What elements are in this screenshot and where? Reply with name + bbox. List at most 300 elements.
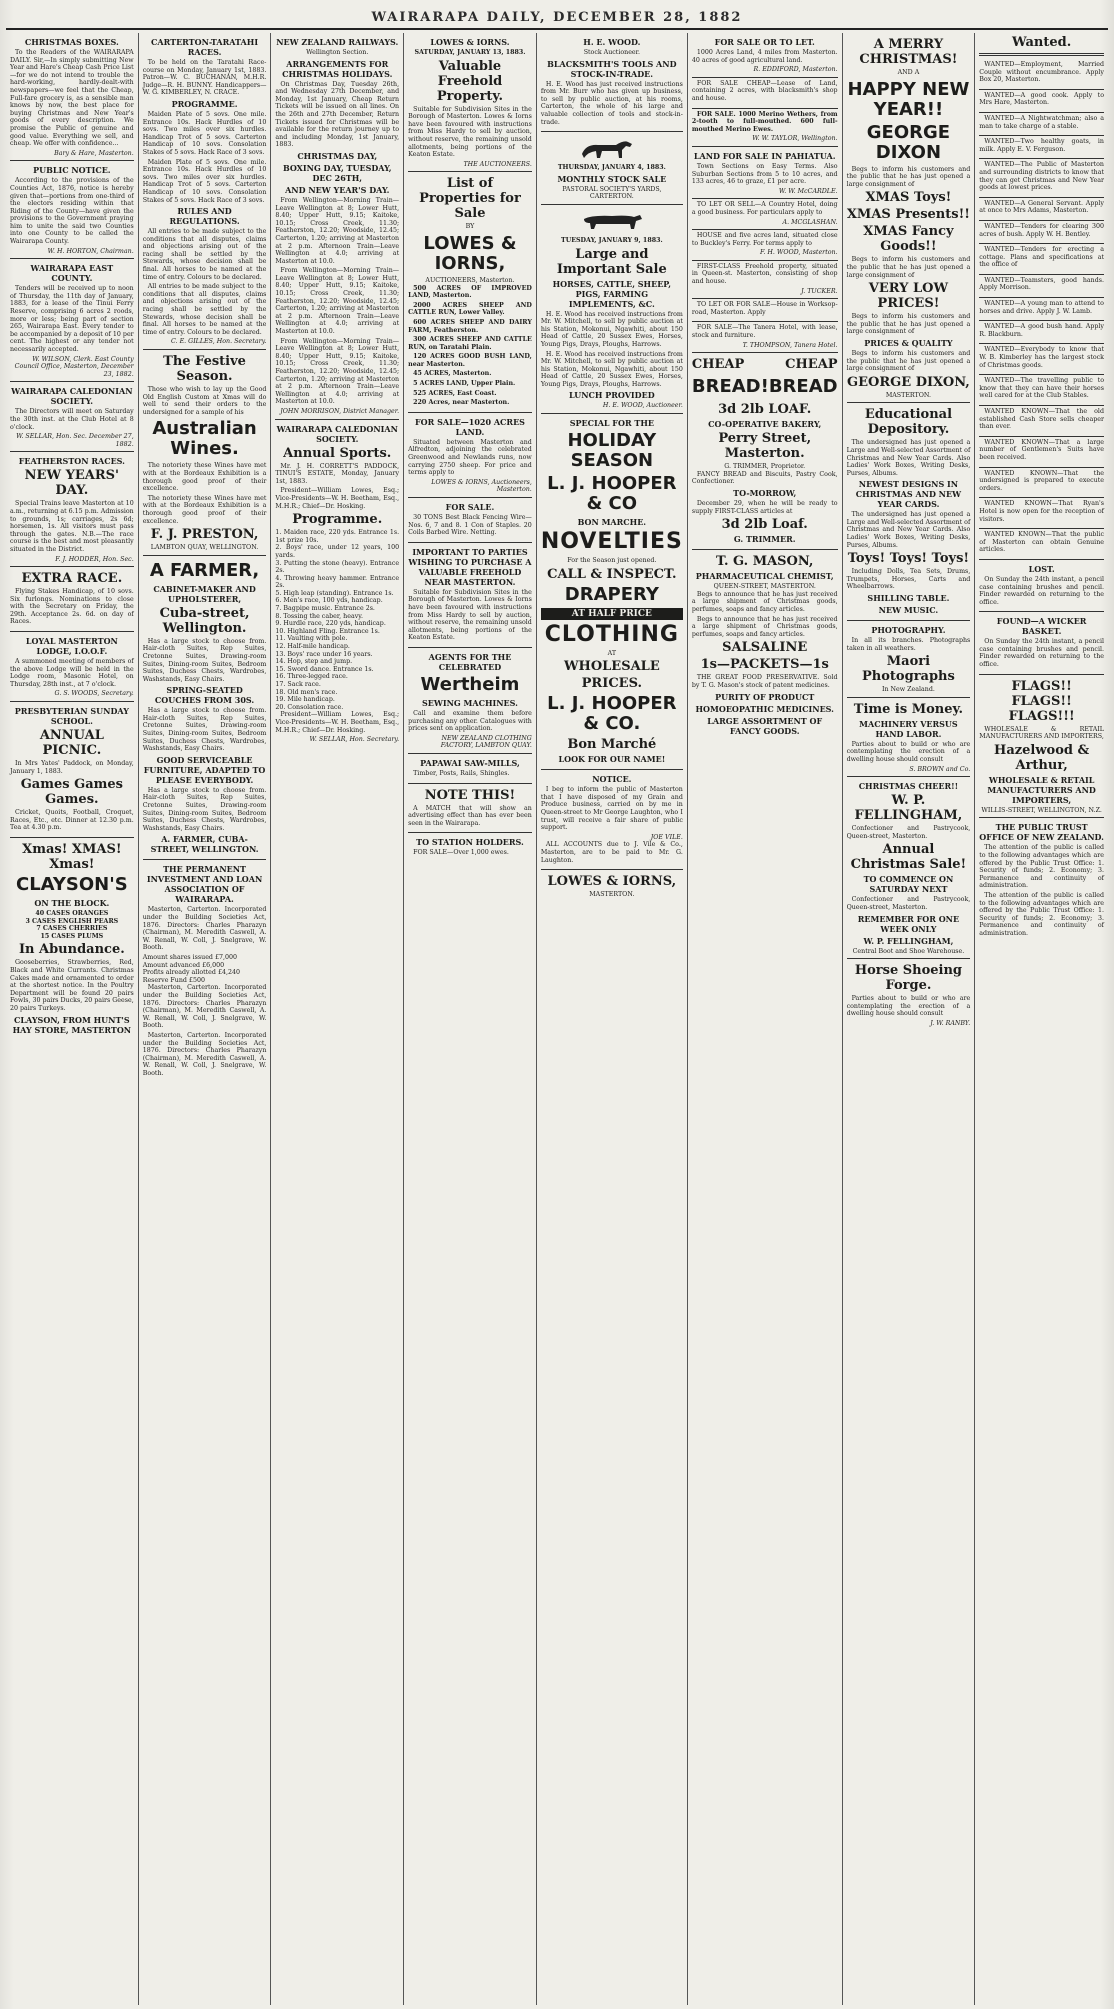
wanted-item	[979, 498, 1104, 529]
ad-subheading: LUNCH PROVIDED	[569, 390, 655, 401]
ad-title: NOTE THIS!	[424, 787, 516, 803]
property-item: 300 ACRES SHEEP AND CATTLE RUN, on Taratahi Plain.	[408, 336, 532, 351]
property-item: 2000 ACRES SHEEP AND CATTLE RUN, Lower Valley.	[408, 301, 532, 317]
lost-ad	[979, 560, 1104, 612]
ad-subheading: CHRISTMAS DAY,	[297, 150, 378, 161]
ad-signature: H. E. WOOD, Auctioneer.	[602, 402, 683, 410]
ad-signature: G. TRIMMER, Proprietor.	[724, 463, 806, 471]
wairarapa-east-ad	[10, 259, 134, 382]
ad-brand: W. P. FELLINGHAM,	[854, 793, 963, 824]
ad-signature: S. BROWN and Co.	[909, 765, 971, 773]
ad-heading: LOST.	[1028, 563, 1055, 574]
caledonian-ad	[10, 382, 134, 452]
property-item: 120 ACRES GOOD BUSH LAND, near Masterton.	[408, 353, 532, 368]
columns	[6, 33, 1108, 2005]
ad-title: CHEAP	[691, 357, 745, 373]
ad-title: XMAS Toys!	[865, 190, 952, 206]
wanted-item	[979, 321, 1104, 344]
ad-signature: A. MCGLASHAN.	[782, 218, 838, 226]
event-item: 10. Highland Fling. Entrance 1s.	[275, 627, 380, 635]
wanted-text: WANTED—Tenders for clearing 300 acres of bush. Apply W. H. Bentley.	[979, 222, 1104, 238]
ad-title: HOLIDAY SEASON	[567, 430, 657, 472]
ad-body: FOR SALE CHEAP—Lease of Land, containing 2 acres, with blacksmith's shop and house.	[691, 79, 838, 102]
cattle-illustration	[541, 209, 683, 235]
ad-signature: R. EDDIFORD, Masterton.	[753, 66, 838, 74]
ad-body: Confectioner and Pastrycook, Queen-street, Masterton.	[846, 825, 971, 840]
ad-body: From Wellington—Morning Train—Leave Wellington at 8; Lower Hutt, 8.40; Upper Hutt, 9.15; Kaitoke, 10.15; Cross Creek, 11.30; Featherston, 12.20; Woodside, 12.45; Carterton, 1.20; arriving at Masterton at 2 p.m. Afternoon Train—Leave Wellington at 4.0; arriving at Masterton at 10.0.	[275, 337, 400, 406]
event-item: 6. Men's race, 100 yds, handicap.	[275, 597, 383, 605]
ad-body: Cricket, Quoits, Football, Croquet, Races, Etc., etc. Dinner at 12.30 p.m. Tea at 4.30 p.m.	[10, 809, 134, 832]
ad-subheading: CABINET-MAKER AND UPHOLSTERER,	[153, 583, 256, 604]
ad-heading: PAPAWAI SAW-MILLS,	[420, 757, 520, 768]
ad-body: On Sunday the 24th instant, a pencil case containing brushes and pencil. Finder rewarded on returning to the office.	[979, 575, 1104, 606]
ad-body: THE GREAT FOOD PRESERVATIVE. Sold by T. G. Mason's stock of patent medicines.	[691, 674, 838, 689]
ad-heading: THE PUBLIC TRUST OFFICE OF NEW ZEALAND.	[979, 822, 1104, 843]
ad-subheading: MACHINERY VERSUS HAND LABOR.	[859, 718, 958, 739]
for-sale-ad	[692, 33, 838, 78]
freehold-sale-ad	[408, 33, 532, 172]
ad-body: Masterton, Carterton. Incorporated under the Building Societies Act, 1876. Directors: Charles Pharazyn (Chairman), M. Meredith Caswell, A. W. Renall, W. Coll, J. Snelgrave, W. Booth.	[142, 984, 267, 1030]
ad-heading: PHOTOGRAPHY.	[871, 625, 946, 636]
ad-title: 1s—PACKETS—1s	[700, 657, 829, 673]
ad-body: Has a large stock to choose from. Hair-cloth Suites, Rep Suites, Cretonne Suites, Drawing-room Suites, Dining-room Suites, Bedroom Suites, Duchess Chests, Wardrobes, Washstands, Easy Chairs.	[142, 707, 267, 753]
column-2	[139, 33, 272, 2005]
ad-heading: THE PERMANENT INVESTMENT AND LOAN ASSOCIATION OF WAIRARAPA.	[146, 864, 263, 905]
ad-title: ANNUAL PICNIC.	[39, 728, 104, 759]
event-item: 13. Boys' race under 16 years.	[275, 650, 373, 658]
ad-signature: CLAYSON, FROM HUNT'S HAY STORE, MASTERTON	[12, 1014, 132, 1035]
ad-body: Parties about to build or who are contemplating the erection of a dwelling house should consult	[846, 995, 971, 1018]
fellingham-ad	[847, 777, 971, 959]
ad-brand: W. P. FELLINGHAM,	[863, 935, 954, 946]
ad-title: 3d 2lb Loaf.	[721, 517, 808, 533]
ad-signature: W. W. McCARDLE.	[778, 187, 838, 195]
wanted-item	[979, 298, 1104, 321]
wanted-text: WANTED—The Public of Masterton and surrounding districts to know that they can get Christmas and New Year goods at lowest prices.	[979, 161, 1104, 192]
ad-body: Flying Stakes Handicap, of 10 sovs. Six furlongs. Nominations to close with the Secretary on Friday, the 29th. Acceptance 2s. 6d. on day of Races.	[10, 588, 134, 626]
ad-body: Mr. J. H. CORRETT'S PADDOCK, TINUI'S ESTATE, Monday, January 1st, 1883.	[275, 462, 400, 485]
ad-title: WHOLESALE	[563, 659, 660, 675]
ad-date: TUESDAY, JANUARY 9, 1883.	[561, 236, 663, 244]
column-6	[688, 33, 843, 2005]
ad-heading: CHRISTMAS BOXES.	[24, 37, 119, 47]
farmer-ad	[143, 556, 267, 861]
ad-heading: CARTERTON-TARATAHI RACES.	[151, 37, 259, 57]
ad-location: MASTERTON.	[885, 391, 932, 399]
first-class-ad	[692, 261, 838, 299]
found-ad	[979, 612, 1104, 674]
ad-brand: LOWES & IORNS,	[423, 232, 517, 274]
ad-signature: LOWES & IORNS, Auctioneers, Masterton.	[431, 478, 532, 494]
ad-title: Annual Sports.	[283, 445, 392, 461]
ad-at: AT	[607, 649, 617, 657]
ad-body: Confectioner and Pastrycook, Queen-street, Masterton.	[846, 896, 971, 911]
ad-subheading: REMEMBER FOR ONE WEEK ONLY	[857, 913, 960, 934]
ad-body: Timber, Posts, Rails, Shingles.	[413, 769, 510, 777]
column-1	[6, 33, 139, 2005]
ad-title: NOVELTIES	[540, 529, 683, 555]
ad-location: LAMBTON QUAY, WELLINGTON.	[150, 544, 259, 552]
christmas-boxes-ad	[10, 33, 134, 161]
event-item: 14. Hop, step and jump.	[275, 658, 353, 666]
property-item: 500 ACRES OF IMPROVED LAND, Masterton.	[408, 284, 532, 300]
ad-body: President—William Lowes, Esq.; Vice-Presidents—W. H. Beetham, Esq., M.H.R.; Chief—Dr. Hosking.	[275, 711, 400, 734]
ad-location: Central Boot and Shoe Warehouse.	[852, 947, 965, 955]
notice-ad	[541, 770, 683, 870]
ad-body: The undersigned has just opened a Large and Well-selected Assortment of Christmas and New Year Cards. Also Ladies' Work Boxes, Writing Desks, Purses, Albums.	[846, 511, 971, 549]
column-8	[975, 33, 1108, 2005]
ad-brand: T. G. MASON,	[715, 554, 814, 570]
wanted-item	[979, 113, 1104, 136]
ad-subheading: PHARMACEUTICAL CHEMIST,	[695, 571, 834, 582]
event-item: 3. Putting the stone (heavy). Entrance 2s.	[275, 559, 400, 575]
ad-brand: CLAYSON'S	[15, 874, 128, 895]
ad-title: Australian Wines.	[152, 418, 257, 460]
ad-title: VERY LOW PRICES!	[868, 281, 949, 312]
ad-body: President—William Lowes, Esq.; Vice-Presidents—W. H. Beetham, Esq., M.H.R.; Chief—Dr. Hosking.	[275, 487, 400, 510]
ad-title: Time is Money.	[853, 701, 964, 717]
ad-heading: LOWES & IORNS.	[430, 37, 510, 47]
ad-heading: PRESBYTERIAN SUNDAY SCHOOL.	[14, 706, 129, 727]
ad-body: FOR SALE—Over 1,000 ewes.	[413, 849, 509, 857]
ad-title: PRICES.	[581, 676, 643, 692]
monthly-sale-ad	[541, 132, 683, 205]
festive-season-ad	[143, 350, 267, 556]
ad-heading: FOUND—A WICKER BASKET.	[996, 616, 1087, 637]
ad-body: Tenders will be received up to noon of Thursday, the 11th day of January, 1883, for a lease of the Tinui Ferry Reserve, comprising 6 acres 2 roods, more or less; being part of section 265, Wairarapa East. Every tender to be accompanied by a deposit of 10 per cent. The highest or any tender not necessarily accepted.	[10, 285, 134, 353]
ad-body: Begs to inform his customers and the public that he has just opened a large consignment of	[846, 313, 971, 336]
ad-location: WILLIS-STREET, WELLINGTON, N.Z.	[981, 806, 1102, 814]
figure-row: Profits already allotted £4,240	[142, 969, 240, 977]
lodge-ad	[10, 632, 134, 702]
ad-heading: PUBLIC NOTICE.	[33, 165, 111, 176]
wanted-item	[979, 468, 1104, 499]
ad-body: December 29, when he will be ready to supply FIRST-CLASS articles at	[691, 500, 838, 515]
tanera-ad	[692, 322, 838, 353]
ad-signature: W. H. HORTON, Chairman.	[47, 247, 134, 255]
ad-heading: WAIRARAPA CALEDONIAN SOCIETY.	[11, 386, 133, 407]
ad-location: QUEEN-STREET, MASTERTON.	[713, 583, 816, 591]
ad-location: PASTORAL SOCIETY'S YARDS, CARTERTON.	[562, 185, 662, 201]
ad-subheading: HORSES, CATTLE, SHEEP, PIGS, FARMING IMPLEMENTS, &C.	[552, 278, 672, 309]
ad-body: In Mrs Yates' Paddock, on Monday, January 1, 1883.	[10, 760, 134, 775]
event-item: 16. Three-legged race.	[275, 673, 348, 681]
ad-heading: WAIRARAPA CALEDONIAN SOCIETY.	[276, 423, 398, 444]
ad-body: FIRST-CLASS Freehold property, situated in Queen-st. Masterton, consisting of shop and house.	[691, 262, 838, 286]
important-ad	[408, 543, 532, 648]
ad-body: Those who wish to lay up the Good Old English Custom at Xmas will do well to send their orders to the undersigned for a sample of his	[142, 386, 267, 416]
wanted-text: WANTED—A good cook. Apply to Mrs Hare, Masterton.	[979, 91, 1104, 107]
ad-body: A summoned meeting of members of the above Lodge will be held in the Lodge room, Masonic Hotel, on Thursday, 28th inst., at 7 o'clock.	[10, 658, 134, 688]
ad-subheading: BON MARCHE.	[577, 517, 647, 528]
ad-heading: FOR SALE.	[445, 502, 495, 512]
dixon-ad	[847, 33, 971, 403]
ad-subheading: PURITY OF PRODUCT	[715, 691, 815, 702]
ad-subheading: Wellington Section.	[306, 49, 369, 56]
ad-body: On Christmas Day, Tuesday 26th, and Wednesday 27th December, and Monday, 1st January, Cheap Return Tickets will be issued on all lines. On the 26th and 27th December, Return Tickets issued for Christmas will be available for the return journey up to and including Monday, 1st January, 1883.	[275, 80, 400, 149]
ad-heading: WAIRARAPA EAST COUNTY.	[30, 263, 114, 284]
lowes-footer-ad	[541, 870, 683, 902]
ad-body: Begs to inform his customers and the public that he has just opened a large consignment of	[846, 256, 971, 279]
ad-title: CALL & INSPECT.	[547, 566, 677, 582]
ad-subheading: AND NEW YEAR'S DAY.	[285, 184, 390, 195]
ad-subheading: RULES AND REGULATIONS.	[169, 206, 240, 227]
ad-heading: FEATHERSTON RACES.	[18, 456, 125, 467]
ad-title: Maori Photographs	[862, 654, 955, 685]
ad-signature: J. W. RANBY.	[930, 1019, 971, 1027]
ad-body: Maiden Plate of 5 sovs. One mile. Entrance 10s. Hack Hurdles of 10 sovs. Two miles over six hurdles. Handicap Trot of 5 sovs. Carterton Handicap of 10 sovs. Consolation Stakes of 5 sovs. Hack Race of 3 sovs.	[142, 158, 267, 204]
wood-ad	[541, 33, 683, 132]
horse-illustration	[541, 136, 683, 162]
ad-signature: W. W. TAYLOR, Wellington.	[752, 135, 838, 143]
event-item: 15. Sword dance. Entrance 1s.	[275, 665, 374, 673]
wanted-item	[979, 529, 1104, 560]
ad-title: CHEAP	[785, 357, 838, 373]
ad-body: On Sunday the 24th instant, a pencil case containing brushes and pencil. Finder rewarded on returning to the office.	[979, 638, 1104, 669]
ad-body: Including Dolls, Tea Sets, Drums, Trumpets, Horses, Carts and Wheelbarrows.	[846, 568, 971, 591]
wanted-text: WANTED—A General Servant. Apply at once to Mrs Adams, Masterton.	[979, 199, 1104, 215]
extra-race-ad	[10, 567, 134, 632]
event-item: 2. Boys' race, under 12 years, 100 yards.	[275, 544, 400, 559]
ad-title: NEW YEARS' DAY.	[24, 468, 120, 499]
ad-signature: J. TUCKER.	[801, 287, 838, 295]
ad-title: Xmas! XMAS! Xmas!	[22, 842, 122, 872]
ad-body: 1000 Acres Land, 4 miles from Masterton. 40 acres of good agricultural land.	[691, 49, 838, 64]
ad-title: Games Games Games.	[20, 777, 123, 808]
ad-signature: W. SELLAR, Hon. Secretary.	[309, 736, 400, 744]
ad-body: Gooseberries, Strawberries, Red, Black and White Currants. Christmas Cakes made and ornamented to order at the shortest notice. In the Poultry Department will be found 20 pairs Fowls, 30 pairs Ducks, 20 pairs Geese, 20 pairs Turkeys.	[10, 959, 134, 1012]
ad-title: CLOTHING	[544, 621, 679, 647]
column-5	[537, 33, 688, 2005]
wanted-text: WANTED—Teamsters, good hands. Apply Morrison.	[979, 276, 1104, 292]
event-item: 20. Consolation race.	[275, 703, 344, 711]
ad-heading: FOR SALE OR TO LET.	[714, 37, 815, 47]
event-item: 12. Half-mile handicap.	[275, 643, 350, 651]
ad-brand: GEORGE DIXON,	[847, 374, 970, 390]
ad-date: SATURDAY, JANUARY 13, 1883.	[414, 49, 526, 56]
ad-title: Programme.	[292, 512, 383, 528]
public-trust-ad	[979, 818, 1104, 942]
ad-body: 30 TONS Best Black Fencing Wire—Nos. 6, 7 and 8. 1 Con of Staples. 20 Coils Barbed Wire. Netting.	[408, 514, 532, 537]
ad-body: To the Readers of the WAIRARAPA DAILY. Sir,—In simply submitting New Year and Hare's Cheap Cash Price List—for we do not intend to trouble the hard-working, hardly-dealt-with newspapers—we feel that the Cheap, Full-fare grocery is, as a sensible man knows by now, the best place for buying Christmas and New Year's goods of every description. We promise the Public of genuine and good value. Everything we sell, and cheap. We offer with confidence...	[10, 49, 134, 148]
ad-body: Call and examine them before purchasing any other. Catalogues with prices sent on application.	[408, 709, 532, 733]
ad-location: Cuba-street, Wellington.	[159, 605, 250, 636]
ad-title: Annual Christmas Sale!	[850, 842, 967, 873]
investment-ad	[143, 860, 267, 1082]
ad-by: BY	[465, 223, 475, 231]
wanted-item	[979, 90, 1104, 113]
event-item: 8. Tossing the caber, heavy.	[275, 612, 363, 620]
ad-body: H. E. Wood has received instructions from Mr. W. Mitchell, to sell by public auction at his Station, Mokonui, Ngawhiti, about 150 Head of Cattle, 20 Sussex Ewes, Horses, Young Pigs, Drays, Ploughs, Harrows.	[540, 350, 683, 388]
caledonian-sports-ad	[275, 420, 399, 747]
wanted-item	[979, 344, 1104, 375]
figure-row: Amount shares issued £7,000	[142, 953, 237, 961]
ad-brand: L. J. HOOPER & CO	[547, 473, 677, 515]
event-item: 7. Bagpipe music. Entrance 2s.	[275, 605, 375, 613]
wertheim-ad	[408, 648, 532, 754]
ad-body: Has a large stock to choose from. Hair-cloth Suites, Rep Suites, Cretonne Suites, Drawing-room Suites, Dining-room Suites, Bedroom Suites, Duchess Chests, Wardrobes, Washstands, Easy Chairs.	[142, 786, 267, 832]
ad-signature: C. E. GILLES, Hon. Secretary.	[170, 338, 267, 346]
hooper-ad	[541, 414, 683, 770]
ad-banner: AT HALF PRICE	[541, 608, 683, 620]
ad-signature: JOHN MORRISON, District Manager.	[280, 407, 400, 415]
photography-ad	[847, 621, 971, 698]
ad-brand: F. J. PRESTON,	[150, 527, 259, 543]
event-item: 19. Mile handicap.	[275, 696, 335, 704]
event-item: 5. High leap (standing). Entrance 1s.	[275, 589, 394, 597]
ad-body: Has a large stock to choose from. Hair-cloth Suites, Rep Suites, Cretonne Suites, Drawing-room Suites, Dining-room Suites, Bedroom Suites, Duchess Chests, Wardrobes, Washstands, Easy Chairs.	[142, 637, 267, 683]
ad-body: Maiden Plate of 5 sovs. One mile. Entrance 10s. Hack Hurdles of 10 sovs. Two miles over six hurdles. Handicap Trot of 5 sovs. Carterton Handicap of 10 sovs. Consolation Stakes of 5 sovs. Hack Race of 3 sovs.	[142, 110, 267, 156]
ad-heading: NOTICE.	[592, 774, 632, 785]
claysons-ad	[10, 838, 134, 1040]
ad-heading: AGENTS FOR THE CELEBRATED	[428, 651, 512, 672]
event-item: 4. Throwing heavy hammer. Entrance 2s.	[275, 574, 400, 590]
ad-body: H. E. Wood has just received instructions from Mr. Burr who has given up business, to sell by public auction, at his rooms, Carterton, the whole of his large and valuable collection of tools and stock-in-trade.	[540, 80, 683, 126]
lease-ad	[692, 78, 838, 109]
wanted-text: WANTED—The travelling public to know that they can have their horses well cared for at the Club Stables.	[979, 377, 1104, 400]
ad-title: Large and Important Sale	[556, 246, 667, 277]
wanted-item	[979, 437, 1104, 468]
ad-body: The notoriety these Wines have met with at the Bordeaux Exhibition is a thorough good proof of their excellence.	[142, 462, 267, 493]
ad-body: WHOLESALE & RETAIL MANUFACTURERS AND IMPORTERS,	[979, 725, 1104, 741]
carterton-races-ad	[143, 33, 267, 350]
ad-brand: GEORGE DIXON	[866, 121, 951, 163]
ad-body: Masterton, Carterton. Incorporated under the Building Societies Act, 1876. Directors: Charles Pharazyn (Chairman), M. Meredith Caswell, A. W. Renall, W. Coll, J. Snelgrave, W. Booth.	[142, 1031, 267, 1077]
wanted-text: WANTED—Tenders for erecting a cottage. Plans and specifications at the office of	[979, 246, 1104, 269]
wanted-text: WANTED KNOWN—That the undersigned is prepared to execute orders.	[979, 469, 1104, 492]
ad-subheading: TO-MORROW,	[733, 488, 797, 498]
bakery-ad	[692, 353, 838, 550]
ad-signature: F. J. HODDER, Hon. Sec.	[55, 555, 134, 563]
goods-item: 7 CASES CHERRIES	[36, 925, 108, 933]
ad-heading: LAND FOR SALE IN PAHIATUA.	[693, 150, 836, 161]
column-4	[404, 33, 537, 2005]
ad-and: AND A	[897, 69, 920, 76]
ad-heading: NEW ZEALAND RAILWAYS.	[276, 37, 399, 47]
event-item: 18. Old men's race.	[275, 688, 338, 696]
educational-ad	[847, 403, 971, 621]
properties-list-ad	[408, 172, 532, 413]
ad-body: Suitable for Subdivision Sites in the Borough of Masterton. Lowes & Iorns have been favoured with instructions from Miss Hardy to sell by auction, without reserve, the remaining unsold allotments, being portions of the Keaton Estate.	[408, 105, 532, 159]
ad-brand: LOWES & IORNS,	[547, 874, 677, 890]
ad-subheading: LOOK FOR OUR NAME!	[558, 754, 666, 765]
ad-heading: LOYAL MASTERTON LODGE, I.O.O.F.	[25, 636, 118, 657]
wanted-item	[979, 275, 1104, 298]
let-sale-ad	[692, 299, 838, 322]
ad-brand: A FARMER,	[149, 559, 260, 581]
sawmills-ad	[408, 754, 532, 784]
ad-title: Toys! Toys! Toys!	[847, 551, 970, 567]
wanted-text: WANTED KNOWN—That the old established Cash Store sells cheaper than ever.	[979, 408, 1104, 431]
ad-title: A MERRY CHRISTMAS!	[859, 37, 958, 67]
figure-row: Amount advanced £6,000	[142, 961, 225, 969]
ad-subheading: LARGE ASSORTMENT OF FANCY GOODS.	[707, 715, 823, 736]
ad-body: ALL ACCOUNTS due to J. Vile & Co., Masterton, are to be paid to Mr. G. Laughton.	[540, 841, 683, 864]
ad-title: List of Properties for Sale	[419, 176, 521, 222]
wanted-text: WANTED KNOWN—That the public of Masterton can obtain Genuine articles.	[979, 531, 1104, 554]
ad-subheading: NEW MUSIC.	[878, 605, 939, 616]
ad-location: Perry Street, Masterton.	[718, 431, 812, 462]
ad-subheading: MONTHLY STOCK SALE	[557, 173, 667, 184]
ad-body: Suitable for Subdivision Sites in the Borough of Masterton. Lowes & Iorns have been favoured with instructions from Miss Hardy to sell by auction, without reserve, the remaining unsold allotments, being portions of the Keaton Estate.	[408, 588, 532, 642]
ad-body: FOR SALE—The Tanera Hotel, with lease, stock and furniture.	[691, 324, 838, 340]
ad-subheading: GOOD SERVICEABLE FURNITURE, ADAPTED TO PLEASE EVERYBODY.	[143, 754, 266, 785]
ad-title: XMAS Presents!!	[846, 207, 970, 223]
ad-body: From Wellington—Morning Train—Leave Wellington at 8; Lower Hutt, 8.40; Upper Hutt, 9.15; Kaitoke, 10.15; Cross Creek, 11.30; Featherston, 12.20; Woodside, 12.45; Carterton, 1.20; arriving at Masterton at 2 p.m. Afternoon Train—Leave Wellington at 4.0; arriving at Masterton at 10.0.	[275, 196, 400, 265]
ad-body: TO LET OR FOR SALE—House in Worksop-road, Masterton. Apply	[691, 301, 838, 316]
ad-subheading: ARRANGEMENTS FOR CHRISTMAS HOLIDAYS.	[282, 58, 393, 79]
ad-title: EXTRA RACE.	[21, 571, 123, 587]
ad-body: Begs to inform his customers and the public that he has just opened a large consignment of	[846, 349, 971, 373]
wanted-text: WANTED—Employment, Married Couple without encumbrance. Apply Box 20, Masterton.	[979, 61, 1104, 84]
column-7	[843, 33, 976, 2005]
ad-title: 3d 2lb LOAF.	[718, 402, 812, 418]
bread-header	[692, 355, 838, 374]
property-item: 220 Acres, near Masterton.	[413, 399, 510, 407]
ad-subheading: BLACKSMITH'S TOOLS AND STOCK-IN-TRADE.	[547, 58, 677, 79]
ad-title: BREAD	[768, 376, 838, 398]
bread-header	[692, 374, 838, 400]
ad-body: All entries to be made subject to the conditions that all disputes, claims and objections arising out of the racing shall be settled by the Stewards, whose decision shall be final. All horses to be named at the time of entry. Colours to be declared.	[142, 228, 267, 281]
ad-subheading: CO-OPERATIVE BAKERY,	[708, 419, 822, 430]
wanted-item	[979, 198, 1104, 221]
ad-body: FANCY BREAD and Biscuits, Pastry Cook, Confectioner.	[691, 470, 838, 486]
ad-body: The attention of the public is called to the following advantages which are offered by the Public Trust Office: 1. Security of funds; 2. Economy; 3. Permanence and continuity of administration.	[979, 844, 1104, 890]
wanted-text: WANTED—Two healthy goats, in milk. Apply E. V. Ferguson.	[979, 138, 1104, 153]
ad-body: To be held on the Taratahi Race-course on Monday, January 1st, 1883. Patron—W. C. BUCHANAN, M.H.R. Judge—R. H. BUNNY. Handicappers—W. G. KIMBERLEY, N. CRACE.	[142, 59, 267, 97]
ad-title: In Abundance.	[18, 942, 125, 958]
ad-body: Situated between Masterton and Alfredton, adjoining the celebrated Greenwood and Newlands runs, now carrying 2750 sheep. For price and terms apply to	[408, 438, 532, 477]
goods-item: 15 CASES PLUMS	[40, 932, 104, 940]
ad-signature: W. WILSON, Clerk. East County Council Office, Masterton, December 23, 1882.	[14, 355, 134, 378]
picnic-ad	[10, 702, 134, 838]
ad-body: Special Trains leave Masterton at 10 a.m., returning at 6.15 p.m. Admission to grounds, 1s; carriages, 2s 6d; horsemen, 1s. All visitors must pass through the gates. N.B.—The race course is the best and most pleasantly situated in the District.	[10, 500, 134, 553]
ad-title: FLAGS!! FLAGS!! FLAGS!!!	[1008, 678, 1075, 724]
ad-signature: F. H. WOOD, Masterton.	[759, 249, 838, 257]
wanted-item	[979, 375, 1104, 406]
flags-ad	[979, 675, 1104, 819]
fencing-ad	[408, 498, 532, 543]
wanted-item	[979, 244, 1104, 275]
ad-body: HOUSE and five acres land, situated close to Buckley's Ferry. For terms apply to	[691, 232, 838, 247]
ad-heading: SPECIAL FOR THE	[569, 418, 654, 429]
house-ad	[692, 230, 838, 261]
public-notice-ad	[10, 161, 134, 259]
ad-heading: FOR SALE—1020 ACRES LAND.	[415, 416, 525, 437]
wanted-item	[979, 136, 1104, 159]
station-ad	[408, 833, 532, 862]
ad-body: According to the provisions of the Counties Act, 1876, notice is hereby given that—portions from one-third of the electors residing within that Riding of the County—have given the provisions to the Government praying him to unite the said two Counties into one County to be called the Wairarapa County.	[10, 177, 134, 246]
wanted-text: WANTED KNOWN—That Ryan's Hotel is now open for the reception of visitors.	[979, 500, 1104, 523]
ad-body: In all its branches. Photographs taken in all weathers.	[846, 637, 971, 652]
wanted-item	[979, 159, 1104, 197]
ad-brand: Wertheim	[420, 673, 520, 695]
wanted-text: WANTED—Everybody to know that W. B. Kimberley has the largest stock of Christmas goods.	[979, 346, 1104, 369]
ad-title: SALSALINE	[722, 640, 808, 656]
ad-title: Horse Shoeing Forge.	[854, 963, 963, 994]
ad-signature: NEW ZEALAND CLOTHING FACTORY, LAMBTON QUAY.	[440, 734, 532, 750]
ad-subheading: TO COMMENCE ON SATURDAY NEXT	[863, 874, 954, 895]
goods-item: 40 CASES ORANGES	[35, 910, 109, 917]
ad-subheading: PRICES & QUALITY	[864, 337, 953, 348]
ad-subheading: Stock Auctioneer.	[583, 49, 640, 56]
ad-signature: JOE VILE.	[650, 833, 683, 841]
ad-subheading: For the Season just opened.	[567, 557, 657, 565]
ad-body: Town Sections on Easy Terms. Also Suburban Sections from 5 to 10 acres, and 133 acres, 46 to graze, £1 per acre.	[691, 162, 838, 186]
ad-signature: THE AUCTIONEERS.	[463, 160, 532, 168]
event-item: 17. Sack race.	[275, 681, 321, 688]
wanted-item	[979, 221, 1104, 244]
